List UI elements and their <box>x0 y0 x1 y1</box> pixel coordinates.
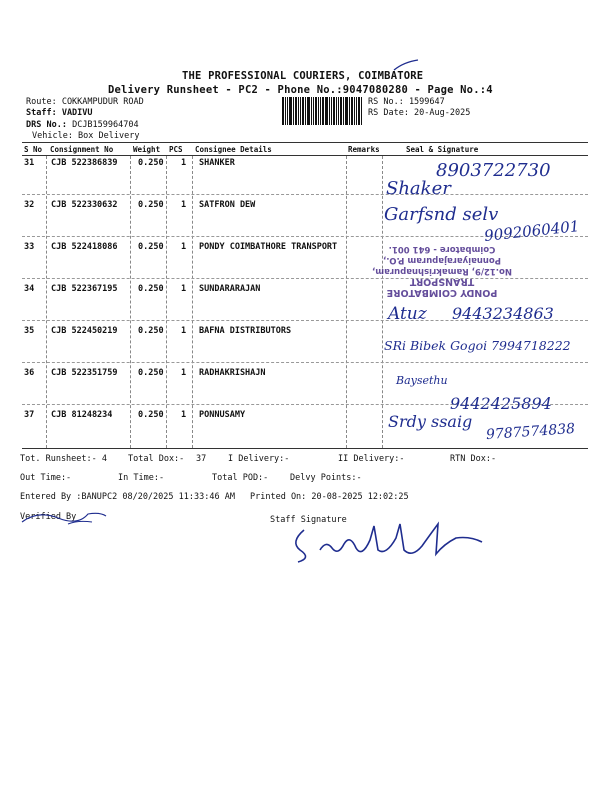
row-consignment-no: CJB 522450219 <box>51 326 118 336</box>
total-runsheet: Tot. Runsheet:- 4 <box>20 454 107 464</box>
table-header-rule <box>22 155 588 156</box>
drs-number <box>26 120 139 130</box>
rs-date: RS Date: 20-Aug-2025 <box>368 108 471 118</box>
col-consignment: Consignment No <box>50 145 114 154</box>
row-sno: 37 <box>24 410 35 420</box>
row-consignee-name: PONDY COIMBATHORE TRANSPORT <box>199 242 338 252</box>
ii-delivery: II Delivery:- <box>338 454 405 464</box>
stamp-line: Coimbatore - 641 001. <box>388 244 496 254</box>
row-sno: 34 <box>24 284 35 294</box>
staff-signature <box>286 520 496 566</box>
table-top-rule <box>22 142 588 143</box>
col-remarks: Remarks <box>348 145 380 154</box>
row-sno: 33 <box>24 242 35 252</box>
row-weight: 0.250 <box>138 410 164 420</box>
row-consignment-no: CJB 81248234 <box>51 410 113 420</box>
verified-signature <box>18 506 110 532</box>
row-consignee-name: SATFRON DEW <box>199 200 256 210</box>
i-delivery: I Delivery:- <box>228 454 290 464</box>
rs-number: RS No.: 1599647 <box>368 97 445 107</box>
col-consignee: Consignee Details <box>195 145 272 154</box>
row-consignee-name: SHANKER <box>199 158 235 168</box>
runsheet-subtitle: Delivery Runsheet - PC2 - Phone No.:9047080280 - Page No.:4 <box>108 84 493 96</box>
company-title: THE PROFESSIONAL COURIERS, COIMBATORE <box>182 70 424 82</box>
table-bottom-rule <box>22 448 588 449</box>
drs-value: DCJB159964704 <box>72 120 139 130</box>
col-seal-signature: Seal & Signature <box>406 145 479 154</box>
handwritten-note: Baysethu <box>396 374 448 387</box>
vehicle-label: Vehicle: Box Delivery <box>32 131 140 141</box>
handwritten-note: SRi Bibek Gogoi 7994718222 <box>384 338 571 353</box>
barcode <box>282 97 364 125</box>
staff-label: Staff: VADIVU <box>26 108 93 118</box>
row-pcs: 1 <box>181 200 187 210</box>
handwritten-phone: 9443234863 <box>452 304 554 323</box>
row-consignment-no: CJB 522386839 <box>51 158 118 168</box>
row-sno: 32 <box>24 200 35 210</box>
row-weight: 0.250 <box>138 326 164 336</box>
row-consignment-no: CJB 522367195 <box>51 284 118 294</box>
handwritten-phone: 8903722730 <box>436 160 551 181</box>
row-weight: 0.250 <box>138 200 164 210</box>
row-consignee-name: BAFNA DISTRIBUTORS <box>199 326 292 336</box>
stamp-line: PONDY COIMBATORE TRANSPORT <box>386 276 498 298</box>
col-sno: S No <box>24 145 43 154</box>
row-pcs: 1 <box>181 326 187 336</box>
drs-label: DRS No.: <box>26 120 67 130</box>
stamp-line: No.12/9, Ramakrishnapuram, <box>372 266 512 276</box>
row-consignment-no: CJB 522351759 <box>51 368 118 378</box>
staff-signature-label: Staff Signature <box>270 515 347 525</box>
row-sno: 31 <box>24 158 35 168</box>
handwritten-phone: 9442425894 <box>450 394 552 413</box>
stamp-line: Ponnaiyarajapuram P.O., <box>383 255 501 265</box>
row-separator <box>22 194 588 195</box>
row-weight: 0.250 <box>138 158 164 168</box>
rtn-dox: RTN Dox:- <box>450 454 497 464</box>
row-weight: 0.250 <box>138 368 164 378</box>
col-pcs: PCS <box>169 145 183 154</box>
verified-by-label: Verified By <box>20 512 77 522</box>
row-weight: 0.250 <box>138 284 164 294</box>
handwritten-name: Srdy ssaig <box>388 412 473 431</box>
handwritten-phone: 9787574838 <box>485 420 576 444</box>
row-pcs: 1 <box>181 284 187 294</box>
row-consignee-name: RADHAKRISHAJN <box>199 368 266 378</box>
handwritten-name: Garfsnd selv <box>384 204 499 225</box>
delvy-points: Delvy Points:- <box>290 473 362 483</box>
row-pcs: 1 <box>181 242 187 252</box>
total-dox-value: 37 <box>196 454 207 464</box>
row-sno: 36 <box>24 368 35 378</box>
row-pcs: 1 <box>181 410 187 420</box>
in-time: In Time:- <box>118 473 165 483</box>
handwritten-name: Shaker <box>386 178 451 199</box>
printed-on: Printed On: 20-08-2025 12:02:25 <box>250 492 409 502</box>
row-consignment-no: CJB 522330632 <box>51 200 118 210</box>
col-weight: Weight <box>133 145 161 154</box>
entered-by: Entered By :BANUPC2 08/20/2025 11:33:46 AM <box>20 492 235 502</box>
total-dox-label: Total Dox:- <box>128 454 185 464</box>
route-label: Route: COKKAMPUDUR ROAD <box>26 97 144 107</box>
pen-tick-mark <box>392 56 422 74</box>
row-consignment-no: CJB 522418086 <box>51 242 118 252</box>
row-pcs: 1 <box>181 158 187 168</box>
row-sno: 35 <box>24 326 35 336</box>
total-pod: Total POD:- <box>212 473 269 483</box>
row-weight: 0.250 <box>138 242 164 252</box>
out-time: Out Time:- <box>20 473 72 483</box>
row-separator <box>22 362 588 363</box>
row-consignee-name: SUNDARARAJAN <box>199 284 261 294</box>
company-rubber-stamp <box>353 244 531 298</box>
handwritten-phone: 9092060401 <box>483 217 581 245</box>
handwritten-name: Atuz <box>388 304 427 324</box>
row-pcs: 1 <box>181 368 187 378</box>
row-consignee-name: PONNUSAMY <box>199 410 246 420</box>
